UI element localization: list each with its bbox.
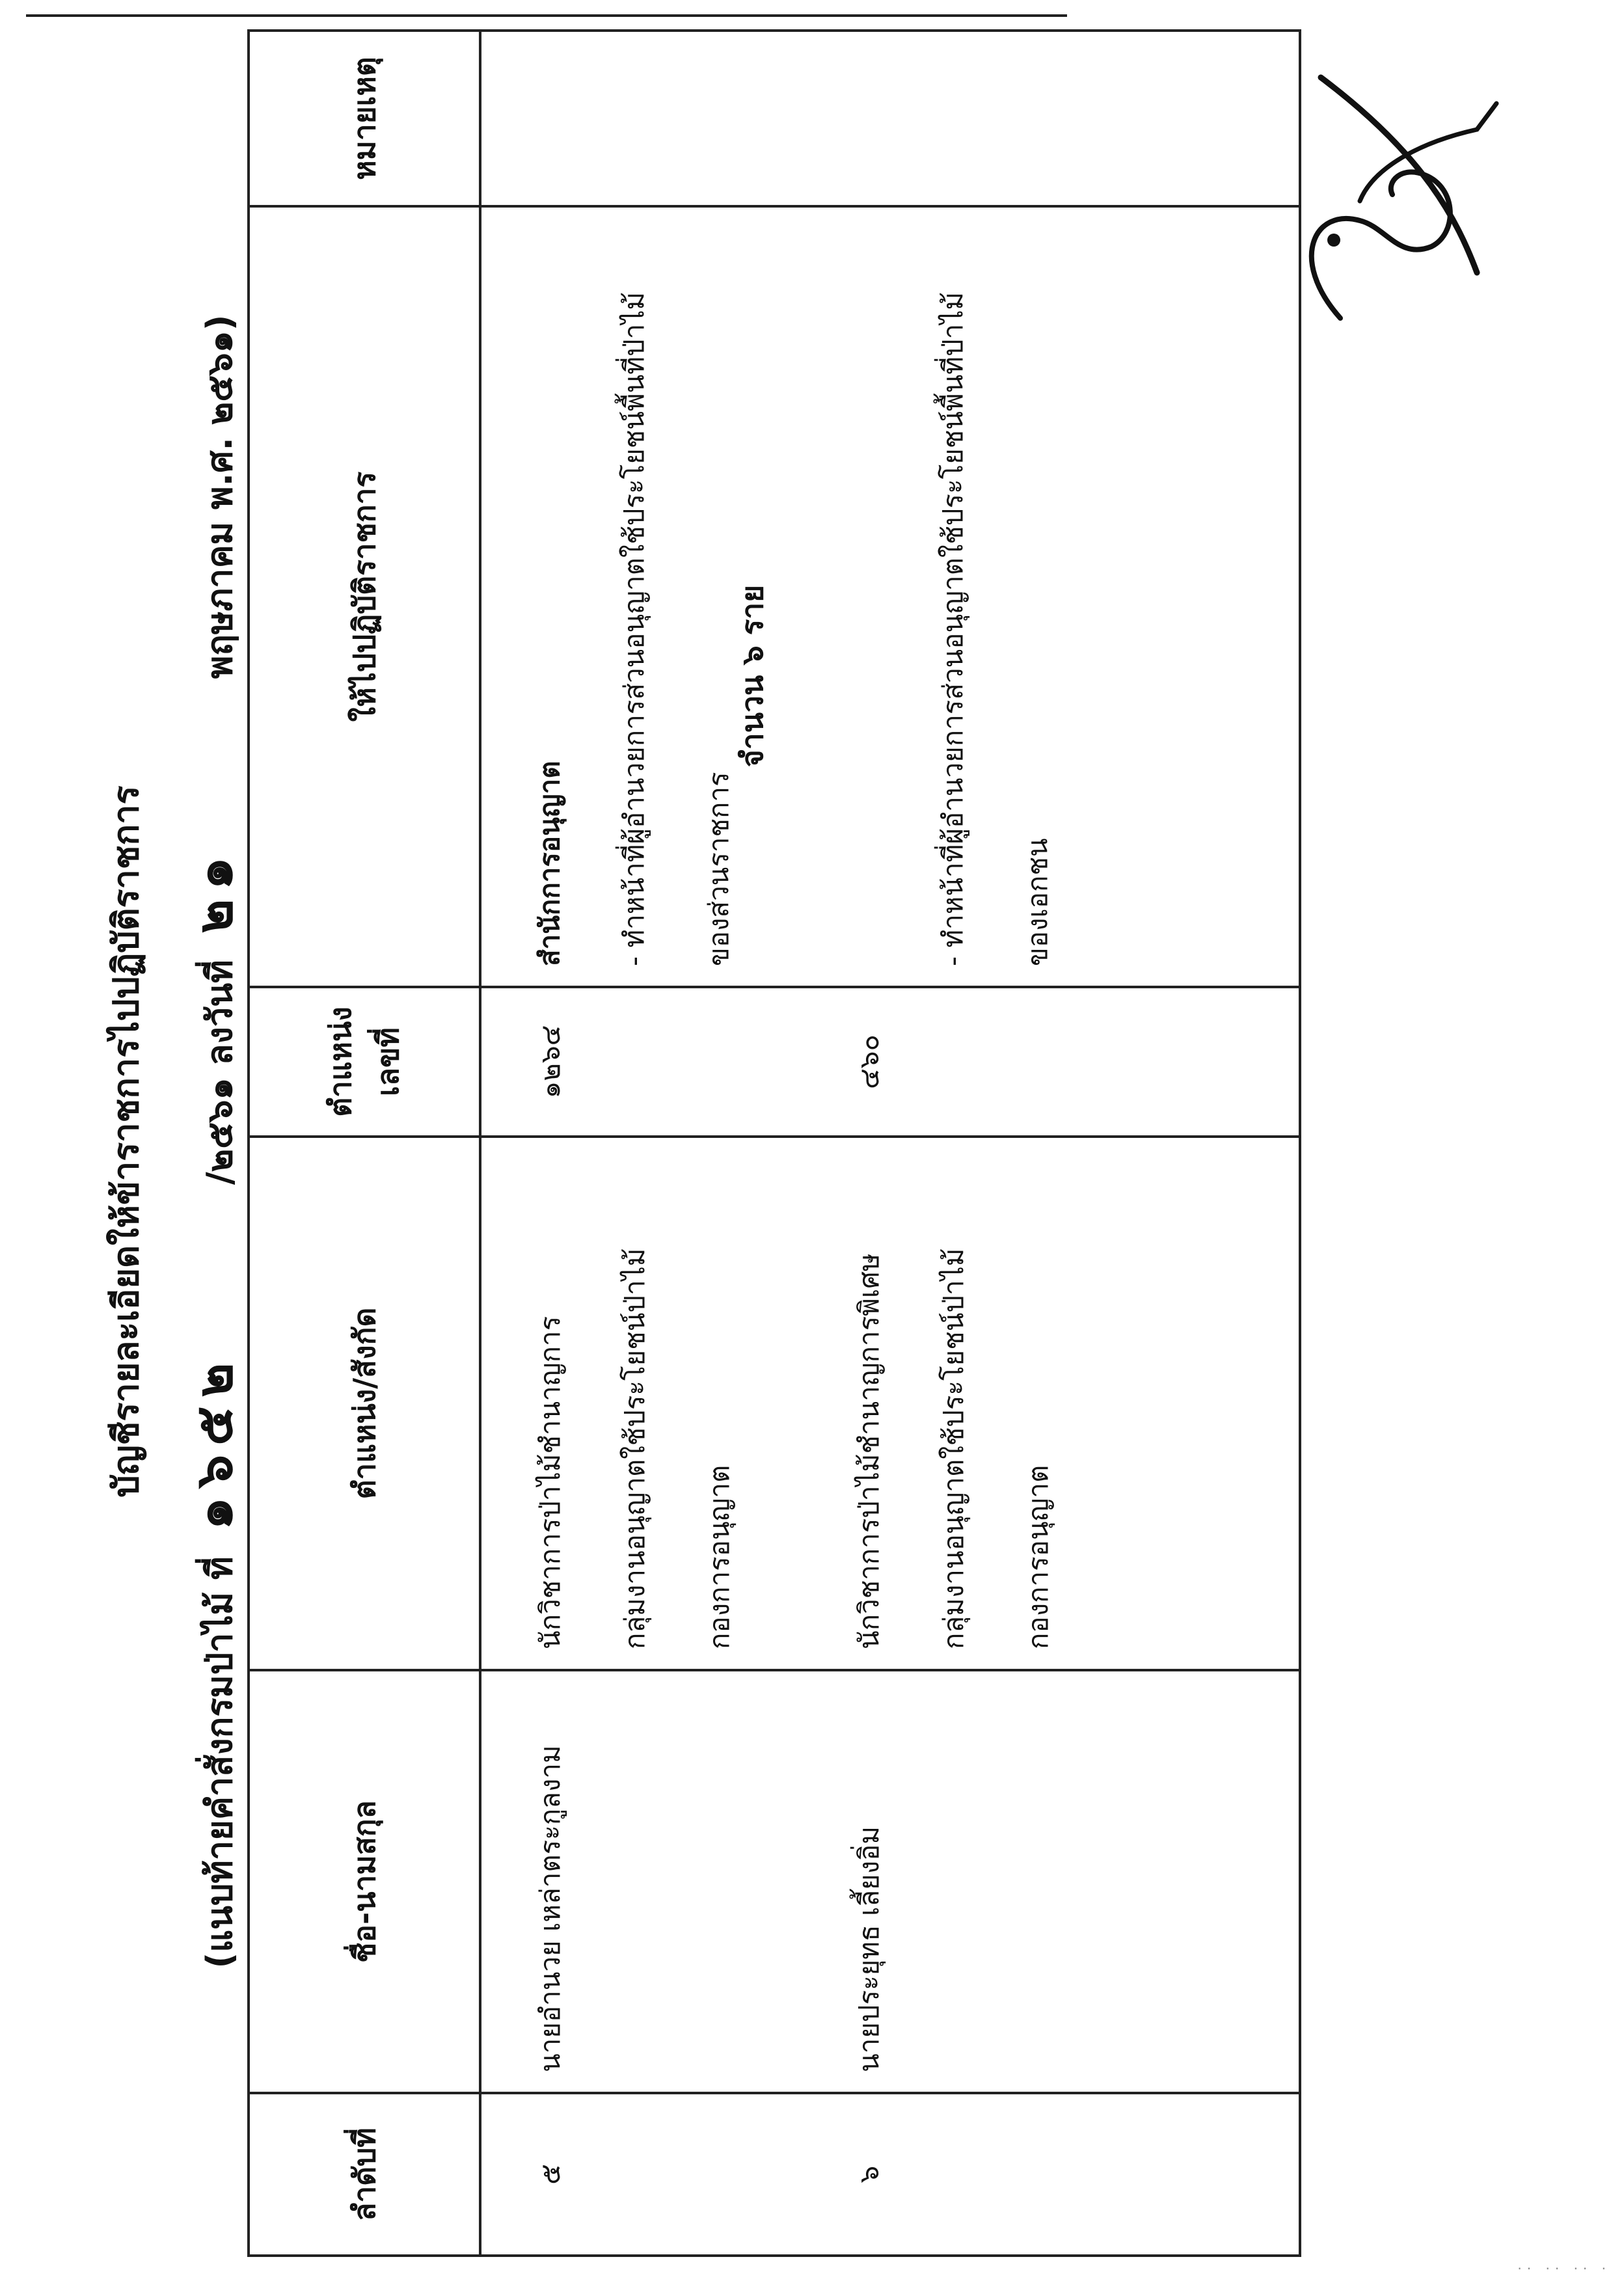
table-header-row [249, 31, 480, 2256]
assignment-table [247, 29, 1301, 2257]
section-head: สำนักการอนุญาต [534, 761, 565, 966]
col-header-no: ลำดับที่ [249, 2093, 480, 2256]
row-no: ๕ ๖ [480, 2093, 1300, 2256]
total-count: จำนวน ๖ ราย [735, 584, 770, 768]
col-header-remark: หมายเหตุ [249, 31, 480, 206]
scan-noise: ·· ·· ·· · [1517, 2261, 1611, 2276]
order-number: ๑๖๕๒ [183, 1353, 244, 1530]
subtitle-prefix: (แนบท้ายคำสั่งกรมป่าไม้ ที่ [199, 1556, 240, 1969]
col-header-position: ตำแหน่ง/สังกัด [249, 1137, 480, 1670]
order-day: ๒๑ [183, 847, 244, 934]
table-row [480, 31, 1300, 2256]
col-header-assignment: ให้ไปปฏิบัติราชการ [249, 206, 480, 987]
row-name: นายอำนวย เหล่าตระกูลงาม นายประยุทธ เลี้ยงอิ่ม [480, 1670, 1300, 2093]
row-position-no: ๑๒๖๔ ๔๖๐ [480, 987, 1300, 1137]
col-header-position-no: ตำแหน่งเลขที่ [249, 987, 480, 1137]
row-position: นักวิชาการป่าไม้ชำนาญการ กลุ่มงานอนุญาตใช้ประโยชน์ป่าไม้ กองการอนุญาต นักวิชาการป่าไม้ชำนาญการพิเศษ กลุ่มงานอนุญาตใช้ประโยชน์ป่าไม้ กองการอนุญาต [480, 1137, 1300, 1670]
handwritten-signature [1262, 45, 1522, 338]
document-subtitle [172, 0, 255, 2283]
row-remark [480, 31, 1300, 206]
order-suffix: /๒๕๖๑ ลงวันที่ [199, 960, 240, 1185]
row-assignment: สำนักการอนุญาต - ทำหน้าที่ผู้อำนวยการส่วนอนุญาตใช้ประโยชน์พื้นที่ป่าไม้ ของส่วนราชการ - ทำหน้าที่ผู้อำนวยการส่วนอนุญาตใช้ประโยชน์พื้นที่ป่าไม้ ของเอกชน [480, 206, 1300, 987]
col-header-name: ชื่อ-นามสกุล [249, 1670, 480, 2093]
document-title: บัญชีรายละเอียดให้ข้าราชการไปปฏิบัติราชการ [105, 785, 146, 1498]
order-month-year: พฤษภาคม พ.ศ. ๒๕๖๑) [199, 314, 240, 679]
